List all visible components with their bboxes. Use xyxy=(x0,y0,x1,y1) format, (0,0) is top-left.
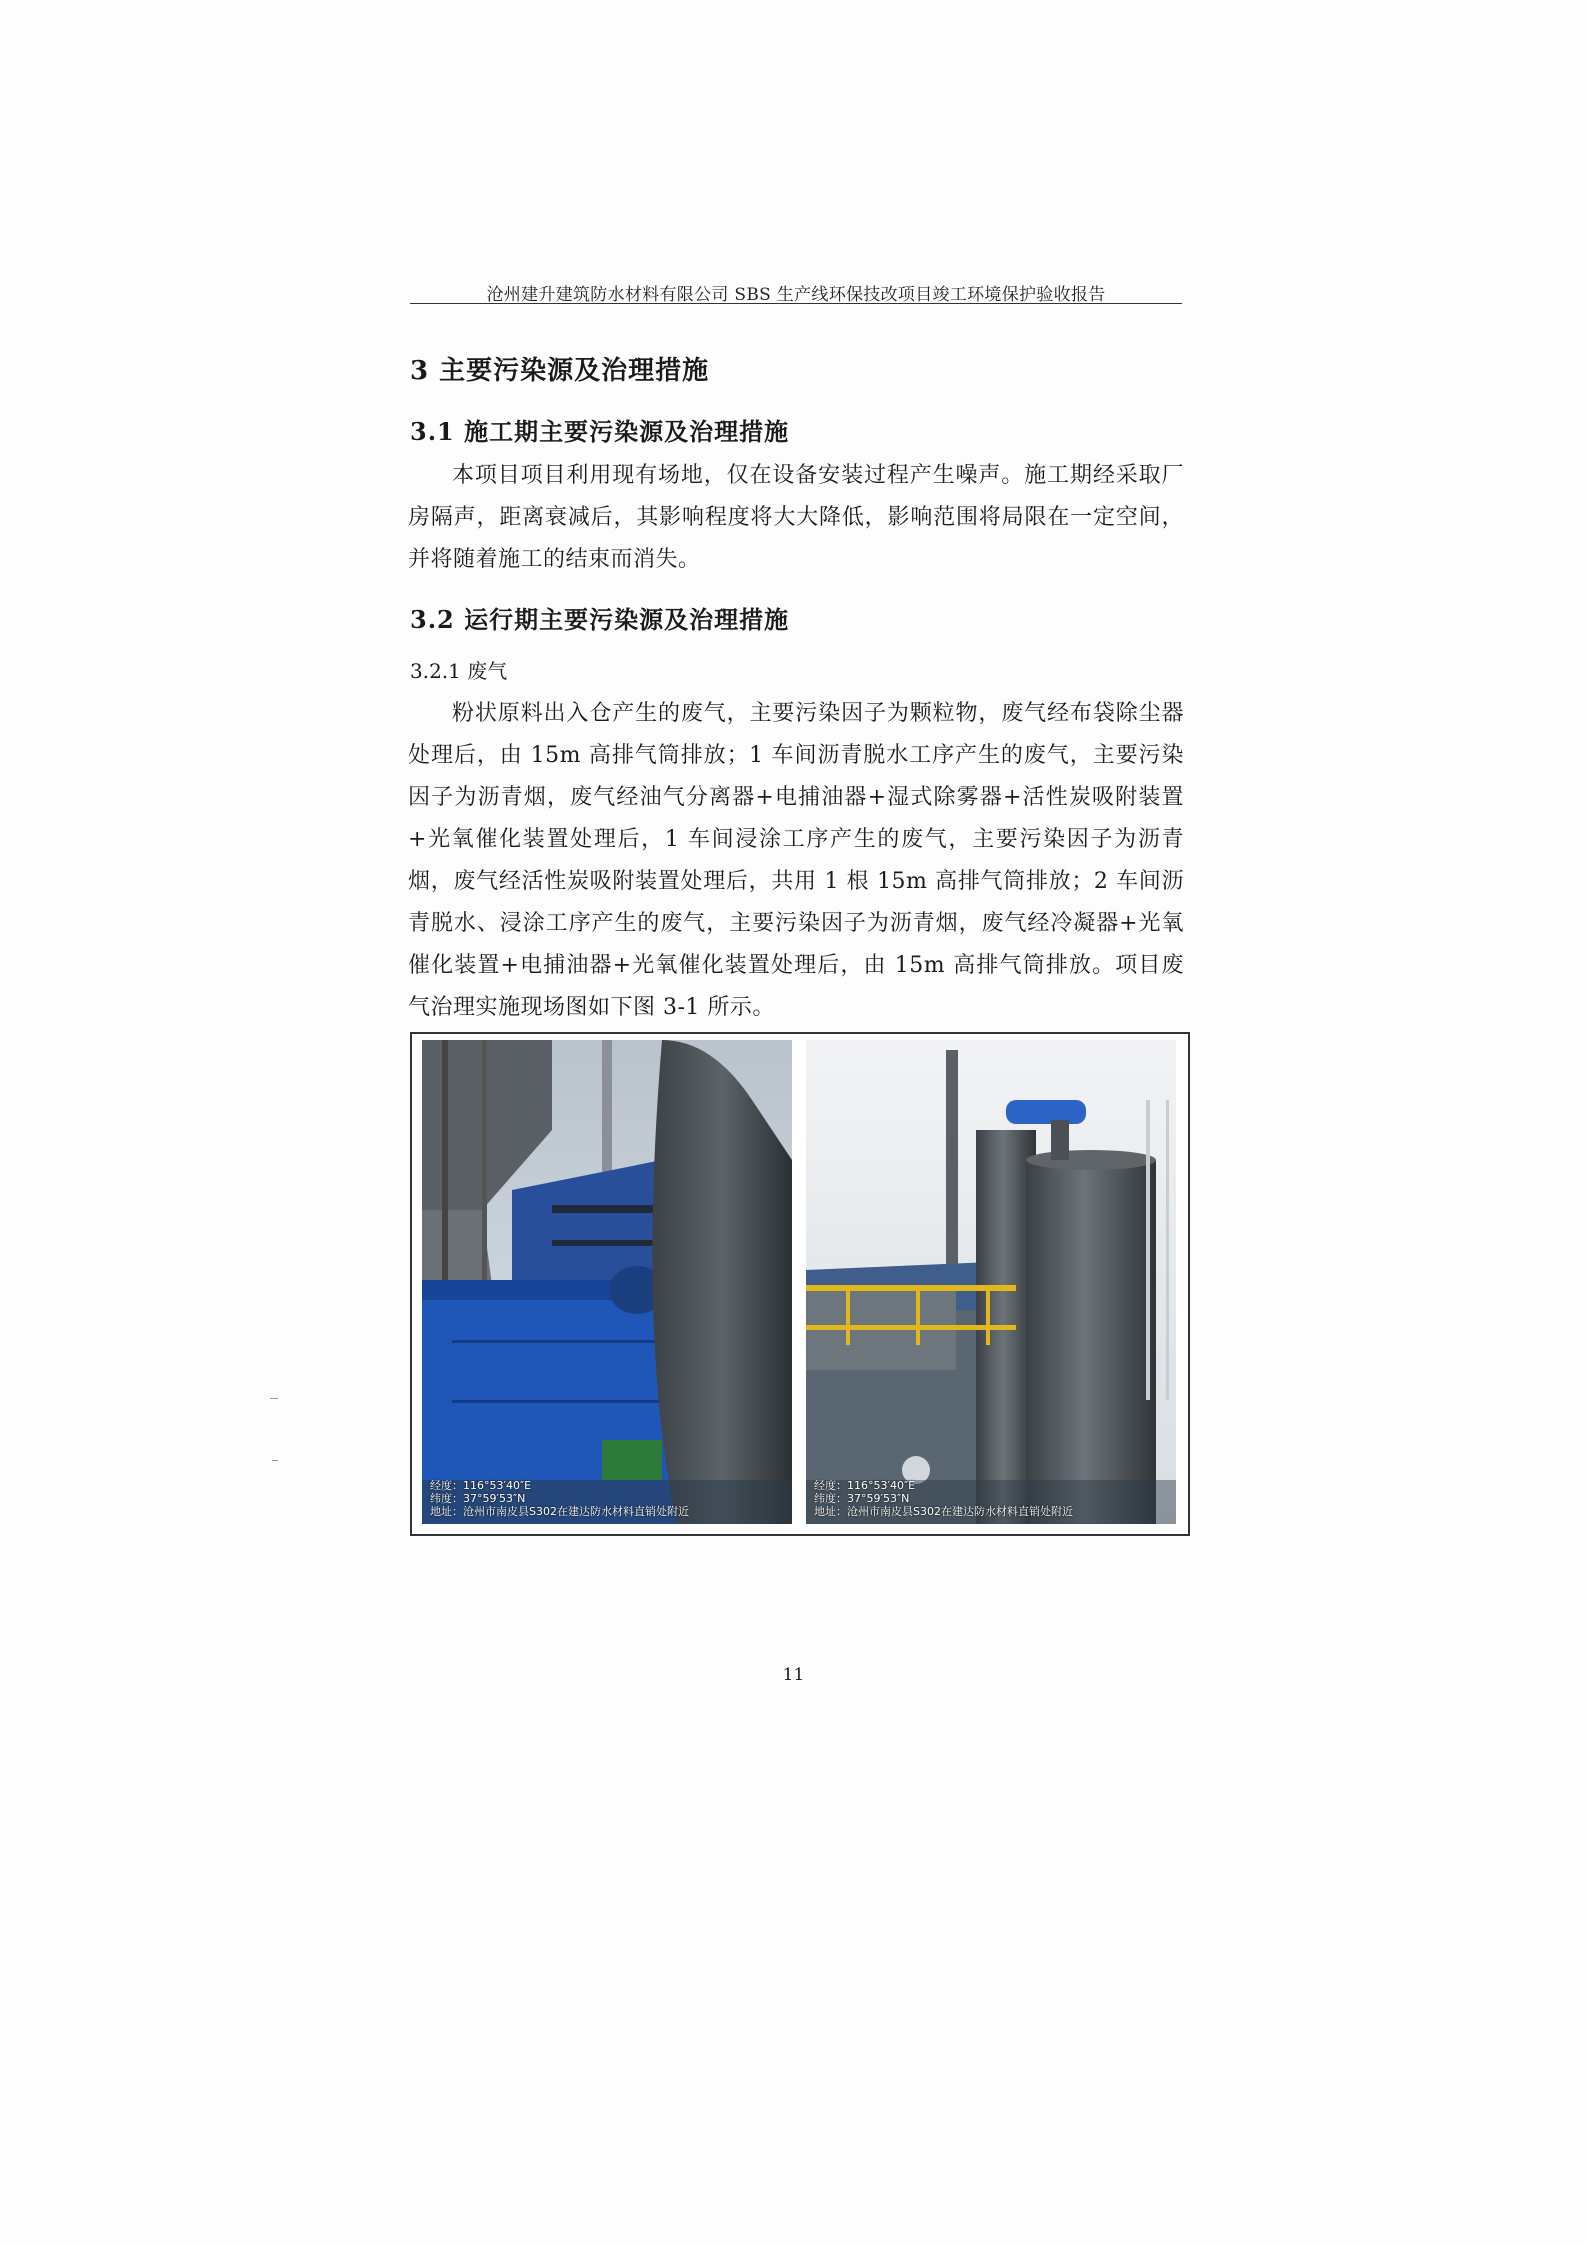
photo-longitude: 经度：116°53′40″E xyxy=(814,1479,916,1492)
subsection-3-2-heading: 3.2 运行期主要污染源及治理措施 xyxy=(410,605,790,634)
subsection-3-2-1-heading: 3.2.1 废气 xyxy=(410,659,508,683)
photo-treatment-tower-image xyxy=(806,1040,1176,1524)
photo-dust-collector xyxy=(422,1040,792,1524)
photo-dust-collector-image xyxy=(422,1040,792,1524)
subsection-3-1-heading: 3.1 施工期主要污染源及治理措施 xyxy=(410,417,790,446)
photo-latitude: 纬度：37°59′53″N xyxy=(814,1492,910,1505)
section-heading: 3 主要污染源及治理措施 xyxy=(410,356,710,386)
photo-address: 地址：沧州市南皮县S302在建达防水材料直销处附近 xyxy=(814,1505,1073,1518)
figure-3-1 xyxy=(410,1032,1190,1536)
subsection-3-2-1-body: 粉状原料出入仓产生的废气，主要污染因子为颗粒物，废气经布袋除尘器处理后，由 15m 高排气筒排放；1 车间沥青脱水工序产生的废气，主要污染因子为沥青烟，废气经油气分离器+电捕油器+湿式除雾器+活性炭吸附装置+光氧催化装置处理后，1 车间浸涂工序产生的废气，主要污染因子为沥青烟，废气经活性炭吸附装置处理后，共用 1 根 15m 高排气筒排放；2 车间沥青脱水、浸涂工序产生的废气，主要污染因子为沥青烟，废气经冷凝器+光氧催化装置+电捕油器+光氧催化装置处理后，由 15m 高排气筒排放。项目废气治理实施现场图如下图 3-1 所示。 xyxy=(408,701,1184,1020)
scan-speck xyxy=(270,1398,278,1399)
photo-latitude: 纬度：37°59′53″N xyxy=(430,1492,526,1505)
photo-longitude: 经度：116°53′40″E xyxy=(430,1479,532,1492)
page-number: 11 xyxy=(782,1665,805,1685)
photo-caption-right xyxy=(814,1479,1073,1518)
header-divider xyxy=(410,303,1182,304)
report-header-title: 沧州建升建筑防水材料有限公司 SBS 生产线环保技改项目竣工环境保护验收报告 xyxy=(486,285,1106,305)
photo-caption-left xyxy=(430,1479,689,1518)
photo-address: 地址：沧州市南皮县S302在建达防水材料直销处附近 xyxy=(430,1505,689,1518)
scan-speck xyxy=(272,1460,278,1461)
subsection-3-1-body: 本项目项目利用现有场地，仅在设备安装过程产生噪声。施工期经采取厂房隔声，距离衰减后，其影响程度将大大降低，影响范围将局限在一定空间，并将随着施工的结束而消失。 xyxy=(408,463,1184,572)
photo-treatment-tower xyxy=(806,1040,1176,1524)
